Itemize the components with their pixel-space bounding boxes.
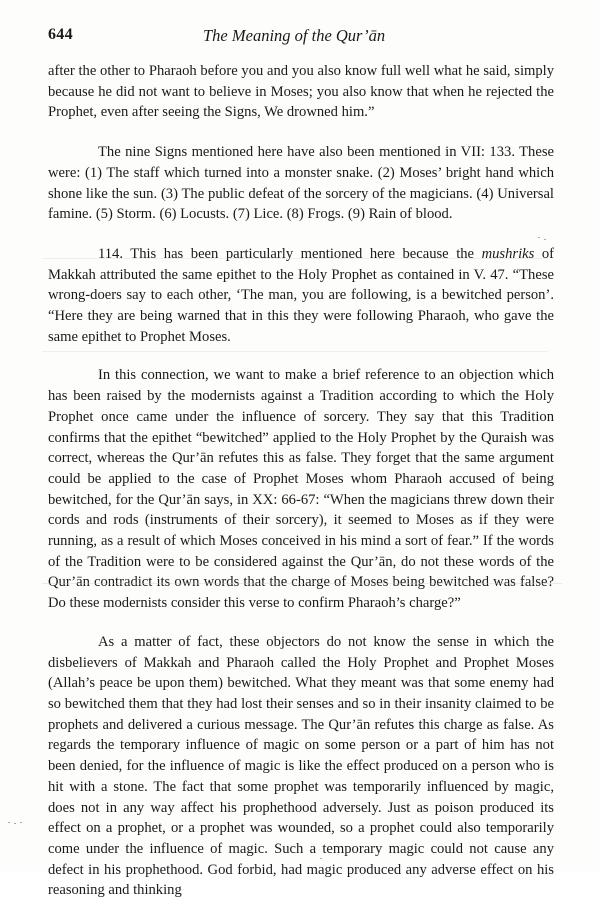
- paragraph-matter-of-fact: As a matter of fact, these objectors do not know the sense in which the disbelievers of Makkah and Pharaoh called the Holy Prophet and Prophet Moses (Allah’s peace be upon them) bewitched. What they meant was that some enemy had so bewitched them that they had lost their senses and so in their insanity claimed to be prophets and delivered a curious message. The Qur’ān refutes this charge as false. As regards the temporary influence of magic on some person or a part of him has not been denied, for the influence of magic is like the effect produced on a person who is hit with a stone. The fact that some prophet was temporarily influenced by magic, does not in any way affect his prophethood adversely. Just as poison produced its effect on a prophet, or a prophet was wounded, so a prophet could also temporarily come under the influence of magic. Such a temporary magic could not cause any defect in his prophethood. God forbid, had magic produced any adverse effect on his reasoning and thinking: [48, 633, 554, 899]
- paragraph-gap: [48, 225, 554, 244]
- paragraph-continuation: after the other to Pharaoh before you and you also know full well what he said, simply because he did not want to believe in Moses; you also know that when he rejected the Prophet, even after seeing the Signs, We drowned him.”: [48, 63, 554, 121]
- paragraph-gap: [48, 123, 554, 142]
- paragraph-nine-signs: The nine Signs mentioned here have also been mentioned in VII: 133. These were: (1) The staff which turned into a monster snake. (2) Moses’ bright hand which shone like the sun. (3) The public defeat of the sorcery of the magicians. (4) Universal famine. (5) Storm. (6) Locusts. (7) Lice. (8) Frogs. (9) Rain of blood.: [48, 144, 554, 223]
- note-114-text-start: 114. This has been particularly mentioned here because the: [98, 245, 482, 262]
- scan-speck: [538, 237, 540, 238]
- scan-speck: [20, 822, 22, 823]
- scan-speck: [544, 239, 546, 240]
- note-114-text-end: of Makkah attributed the same epithet to the Holy Prophet as contained in V. 47. “These wrong-doers say to each other, ‘The man, you are following, is a bewitched person’. “Here they are being warned that in this they were following Pharaoh, who gave the same epithet to Prophet Moses.: [48, 245, 554, 345]
- page-header: [48, 26, 552, 48]
- page-body: [48, 61, 554, 901]
- page-number: 644: [48, 26, 73, 43]
- paragraph-modernists-objection: In this connection, we want to make a brief reference to an objection which has been raised by the modernists against a Tradition according to which the Holy Prophet once came under the influence of sorcery. They say that this Tradition confirms that the epithet “bewitched” applied to the Holy Prophet by the Quraish was correct, whereas the Qur’ān refutes this as false. They forget that the same argument could be applied to the case of Prophet Moses whom Pharaoh accused of being bewitched, for the Qur’ān says, in XX: 66-67: “When the magicians threw down their cords and rods (instruments of their sorcery), it seemed to Moses as if they were running, as a result of which Moses conceived in his mind a sort of fear.” If the words of the Tradition were to be considered against the Qur’ān, do not these words of the Qur’ān contradict its own words that the charge of Moses being bewitched was false? Do these modernists consider this verse to confirm Pharaoh’s charge?”: [48, 367, 554, 612]
- scan-speck: [320, 858, 322, 859]
- note-114-italic-term: mushriks: [481, 245, 535, 262]
- paragraph-gap: [48, 614, 554, 632]
- scan-rule-divider: [42, 351, 548, 352]
- scan-speck: [14, 823, 16, 824]
- scan-speck: [8, 822, 10, 823]
- paragraph-note-114: [48, 244, 554, 348]
- scan-rule-divider: [42, 583, 562, 584]
- scan-rule-divider: [42, 258, 548, 259]
- running-title: The Meaning of the Qur’ān: [203, 26, 386, 45]
